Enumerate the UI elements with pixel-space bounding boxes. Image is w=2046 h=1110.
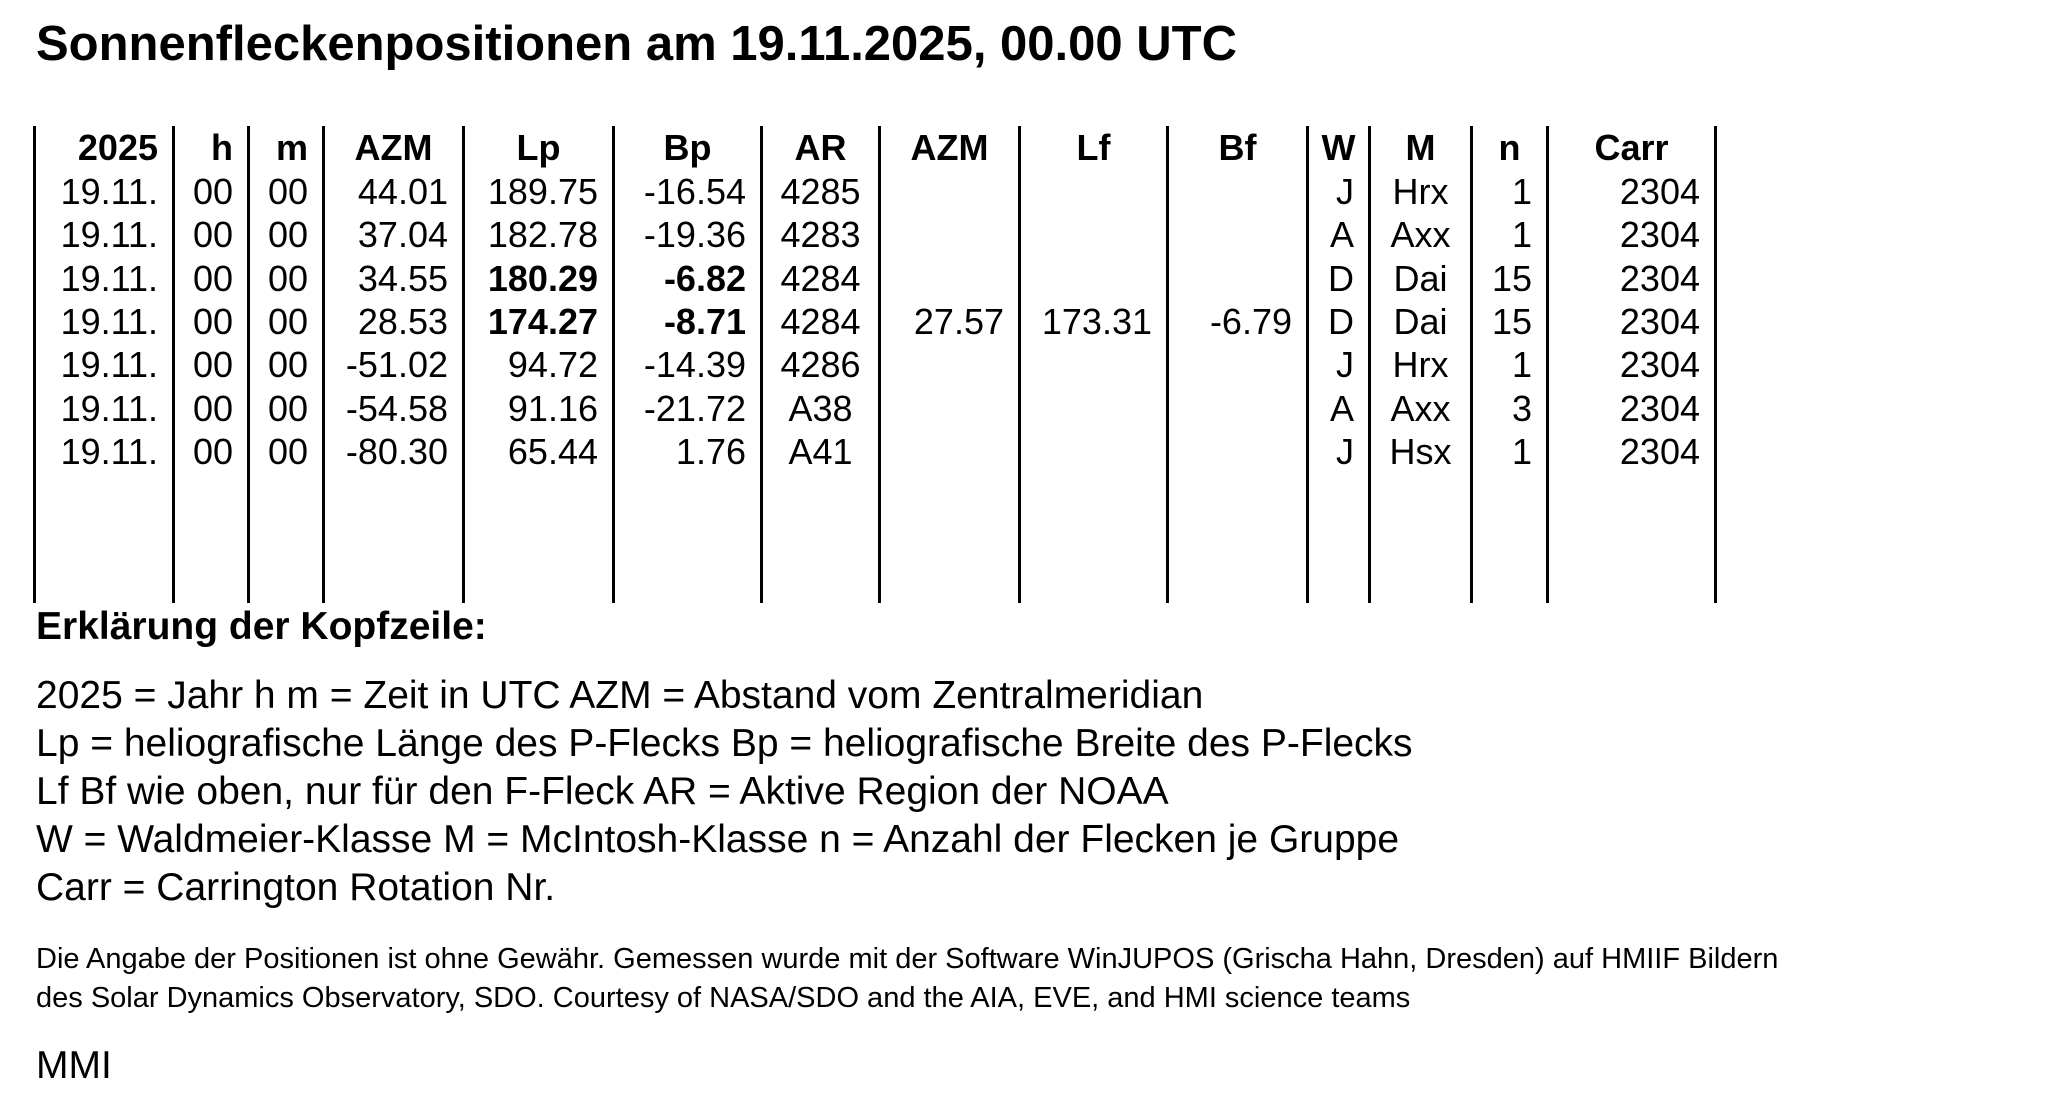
cell-minute: 00 (267, 257, 308, 299)
cell-carrington: 2304 (1619, 387, 1700, 429)
cell-azm-f (881, 343, 1004, 387)
cell-date: 19.11. (60, 387, 158, 429)
cell-minute: 00 (267, 344, 308, 386)
cell-minute: 00 (267, 300, 308, 342)
cell-waldmeier: J (1336, 171, 1354, 212)
cell-hour: 00 (192, 430, 233, 472)
cell-count: 1 (1511, 214, 1532, 256)
cell-carrington: 2304 (1619, 214, 1700, 256)
cell-hour: 00 (192, 300, 233, 342)
cell-ar: 4284 (780, 300, 861, 342)
header-lf: Lf (1076, 127, 1111, 168)
cell-azm-f (881, 170, 1004, 214)
legend-line-year-time-azm: 2025 = Jahr h m = Zeit in UTC AZM = Abstand vom Zentralmeridian (36, 674, 1204, 717)
cell-date: 19.11. (60, 430, 158, 472)
cell-minute: 00 (267, 430, 308, 472)
cell-bf (1169, 430, 1292, 474)
column-divider (1714, 126, 1717, 603)
cell-date: 19.11. (60, 257, 158, 299)
cell-bf (1169, 213, 1292, 257)
disclaimer-line-2: des Solar Dynamics Observatory, SDO. Courtesy of NASA/SDO and the AIA, EVE, and HMI science teams (36, 982, 1411, 1014)
cell-date: 19.11. (60, 171, 158, 212)
legend-title: Erklärung der Kopfzeile: (36, 605, 487, 648)
cell-azm: 44.01 (357, 171, 448, 212)
cell-lp: 65.44 (507, 430, 598, 472)
cell-lf (1021, 257, 1152, 301)
header-count: n (1498, 127, 1521, 168)
header-waldmeier: W (1321, 127, 1356, 168)
cell-carrington: 2304 (1619, 171, 1700, 212)
cell-ar: A38 (788, 387, 853, 429)
cell-lf (1021, 170, 1152, 214)
cell-mcintosh: Axx (1390, 387, 1451, 429)
legend-line-lf-bf-ar: Lf Bf wie oben, nur für den F-Fleck AR = Aktive Region der NOAA (36, 770, 1169, 813)
cell-azm-f (881, 430, 1004, 474)
cell-lp: 91.16 (507, 387, 598, 429)
page-title: Sonnenfleckenpositionen am 19.11.2025, 00.00 UTC (36, 17, 1237, 71)
cell-bf (1169, 257, 1292, 301)
cell-bp: -21.72 (643, 387, 746, 429)
cell-carrington: 2304 (1619, 430, 1700, 472)
header-carrington: Carr (1594, 127, 1669, 168)
header-azm: AZM (354, 127, 433, 168)
cell-lp: 174.27 (487, 300, 598, 342)
cell-count: 3 (1511, 387, 1532, 429)
header-bf: Bf (1218, 127, 1257, 168)
cell-bp: -8.71 (663, 300, 746, 342)
cell-azm-f (881, 257, 1004, 301)
cell-date: 19.11. (60, 344, 158, 386)
cell-lp: 189.75 (487, 171, 598, 212)
cell-ar: 4283 (780, 214, 861, 256)
cell-lf (1021, 387, 1152, 431)
cell-count: 1 (1511, 344, 1532, 386)
cell-bf: -6.79 (1209, 300, 1292, 342)
cell-lf (1021, 213, 1152, 257)
header-mcintosh: M (1405, 127, 1436, 168)
cell-bp: -19.36 (643, 214, 746, 256)
cell-bf (1169, 387, 1292, 431)
legend-line-w-m-n: W = Waldmeier-Klasse M = McIntosh-Klasse n = Anzahl der Flecken je Gruppe (36, 818, 1400, 861)
cell-waldmeier: J (1336, 430, 1354, 472)
signature: MMI (36, 1044, 112, 1087)
header-ar: AR (794, 127, 847, 168)
cell-waldmeier: A (1329, 387, 1354, 429)
cell-azm: 37.04 (357, 214, 448, 256)
header-minute: m (275, 127, 308, 168)
cell-bp: -14.39 (643, 344, 746, 386)
cell-azm-f: 27.57 (913, 300, 1004, 342)
cell-hour: 00 (192, 171, 233, 212)
cell-bf (1169, 343, 1292, 387)
cell-count: 1 (1511, 171, 1532, 212)
cell-count: 15 (1491, 300, 1532, 342)
header-date: 2025 (77, 127, 158, 168)
cell-waldmeier: J (1336, 344, 1354, 386)
cell-mcintosh: Dai (1393, 300, 1448, 342)
cell-mcintosh: Hrx (1392, 171, 1449, 212)
cell-mcintosh: Dai (1393, 257, 1448, 299)
cell-bp: -16.54 (643, 171, 746, 212)
cell-lf: 173.31 (1041, 300, 1152, 342)
cell-ar: 4285 (780, 171, 861, 212)
header-lp: Lp (516, 127, 561, 168)
legend-line-lp-bp: Lp = heliografische Länge des P-Flecks Bp = heliografische Breite des P-Flecks (36, 722, 1413, 765)
sunspot-table (0, 126, 1730, 606)
cell-date: 19.11. (60, 300, 158, 342)
cell-mcintosh: Hsx (1389, 430, 1452, 472)
cell-waldmeier: D (1328, 257, 1354, 299)
cell-azm: -80.30 (345, 430, 448, 472)
cell-mcintosh: Axx (1390, 214, 1451, 256)
cell-mcintosh: Hrx (1392, 344, 1449, 386)
header-azm-f: AZM (910, 127, 989, 168)
cell-azm: -51.02 (345, 344, 448, 386)
cell-carrington: 2304 (1619, 344, 1700, 386)
cell-waldmeier: A (1329, 214, 1354, 256)
cell-bp: 1.76 (675, 430, 746, 472)
cell-carrington: 2304 (1619, 300, 1700, 342)
cell-azm: 34.55 (357, 257, 448, 299)
cell-ar: A41 (788, 430, 853, 472)
cell-azm-f (881, 213, 1004, 257)
cell-hour: 00 (192, 344, 233, 386)
header-hour: h (211, 127, 233, 168)
cell-lf (1021, 430, 1152, 474)
header-bp: Bp (663, 127, 712, 168)
cell-hour: 00 (192, 257, 233, 299)
cell-date: 19.11. (60, 214, 158, 256)
cell-lp: 180.29 (487, 257, 598, 299)
legend-line-carr: Carr = Carrington Rotation Nr. (36, 866, 556, 909)
cell-lf (1021, 343, 1152, 387)
cell-minute: 00 (267, 214, 308, 256)
cell-bf (1169, 170, 1292, 214)
cell-ar: 4284 (780, 257, 861, 299)
cell-count: 1 (1511, 430, 1532, 472)
cell-azm: 28.53 (357, 300, 448, 342)
disclaimer-line-1: Die Angabe der Positionen ist ohne Gewähr. Gemessen wurde mit der Software WinJUPOS (Grischa Hahn, Dresden) auf HMIIF Bildern (36, 943, 1779, 975)
cell-lp: 182.78 (487, 214, 598, 256)
cell-azm: -54.58 (345, 387, 448, 429)
cell-minute: 00 (267, 171, 308, 212)
cell-ar: 4286 (780, 344, 861, 386)
cell-waldmeier: D (1328, 300, 1354, 342)
cell-lp: 94.72 (507, 344, 598, 386)
cell-bp: -6.82 (663, 257, 746, 299)
cell-carrington: 2304 (1619, 257, 1700, 299)
cell-count: 15 (1491, 257, 1532, 299)
cell-minute: 00 (267, 387, 308, 429)
cell-hour: 00 (192, 214, 233, 256)
cell-hour: 00 (192, 387, 233, 429)
cell-azm-f (881, 387, 1004, 431)
